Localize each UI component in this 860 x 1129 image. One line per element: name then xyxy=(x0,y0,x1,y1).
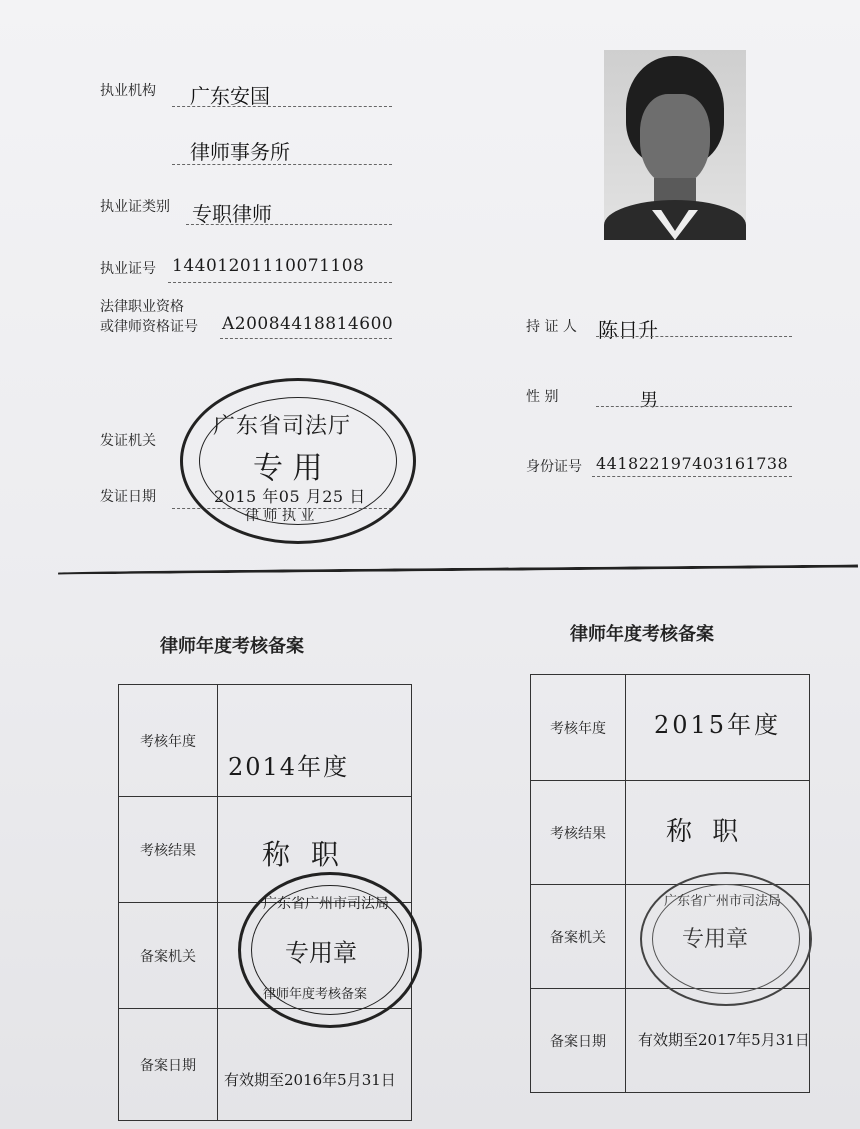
left-year-value-cell xyxy=(218,685,412,797)
left-result-label-cell xyxy=(119,797,218,903)
left-date-label-cell xyxy=(119,1009,218,1121)
right-date-value: 有效期至2017年5月31日 xyxy=(638,1031,810,1049)
cert-type-label: 执业证类别 xyxy=(100,199,170,215)
right-office-label: 备案机关 xyxy=(550,929,606,946)
org-underline xyxy=(172,106,392,107)
id-underline xyxy=(592,476,792,477)
gender-value: 男 xyxy=(640,390,658,411)
org-label: 执业机构 xyxy=(100,83,156,99)
right-record-seal xyxy=(640,872,812,1006)
left-year-label-cell xyxy=(119,685,218,797)
page-fold-divider xyxy=(58,565,858,575)
right-result-value-cell xyxy=(626,781,810,885)
right-seal-top: 广东省广州市司法局 xyxy=(664,894,782,909)
right-year-label-cell xyxy=(531,675,626,781)
holder-photo xyxy=(604,50,746,240)
left-office-label-cell xyxy=(119,903,218,1009)
left-office-label: 备案机关 xyxy=(140,948,196,965)
issuer-label: 发证机关 xyxy=(100,433,156,449)
issue-date-label: 发证日期 xyxy=(100,489,156,505)
holder-value: 陈日升 xyxy=(598,318,658,342)
right-year-value: 2015年度 xyxy=(654,711,782,739)
right-record-title: 律师年度考核备案 xyxy=(570,624,714,645)
cert-no-value: 14401201110071108 xyxy=(172,256,365,276)
qual-label-2: 或律师资格证号 xyxy=(100,319,198,335)
qual-label-1: 法律职业资格 xyxy=(100,299,184,315)
id-label: 身份证号 xyxy=(526,459,582,475)
gender-underline xyxy=(596,406,792,407)
qual-underline xyxy=(220,338,392,339)
left-record-seal xyxy=(238,872,422,1028)
cert-type-underline xyxy=(186,224,392,225)
left-date-label: 备案日期 xyxy=(140,1057,196,1074)
provincial-seal-bottom: 律 师 执 业 xyxy=(245,508,315,524)
right-date-label: 备案日期 xyxy=(550,1033,606,1050)
left-year-label: 考核年度 xyxy=(140,733,196,750)
right-result-value: 称 职 xyxy=(666,817,745,847)
right-date-label-cell xyxy=(531,989,626,1093)
cert-no-label: 执业证号 xyxy=(100,261,156,277)
holder-label: 持 证 人 xyxy=(526,319,577,335)
provincial-seal-center: 专 用 xyxy=(253,451,323,486)
org-underline-2 xyxy=(172,164,392,165)
left-seal-top: 广东省广州市司法局 xyxy=(263,896,389,912)
right-result-label-cell xyxy=(531,781,626,885)
right-result-label: 考核结果 xyxy=(550,825,606,842)
issue-date-value: 2015 年05 月25 日 xyxy=(214,487,366,506)
gender-label: 性 别 xyxy=(526,389,559,405)
provincial-seal xyxy=(180,378,416,544)
qual-value: A20084418814600 xyxy=(222,314,394,334)
left-result-value: 称 职 xyxy=(262,838,345,871)
org-value-line2: 律师事务所 xyxy=(190,140,290,164)
right-year-value-cell xyxy=(626,675,810,781)
right-seal-center: 专用章 xyxy=(682,927,749,952)
left-date-value: 有效期至2016年5月31日 xyxy=(224,1071,396,1089)
id-value: 441822197403161738 xyxy=(596,454,789,473)
left-record-title: 律师年度考核备案 xyxy=(160,636,304,657)
left-result-label: 考核结果 xyxy=(140,842,196,859)
cert-no-underline xyxy=(168,282,392,283)
provincial-seal-top: 广东省司法厅 xyxy=(213,414,352,439)
left-seal-bottom: 律师年度考核备案 xyxy=(263,987,368,1002)
right-office-label-cell xyxy=(531,885,626,989)
left-year-value: 2014年度 xyxy=(228,753,350,781)
right-year-label: 考核年度 xyxy=(550,720,606,737)
left-seal-center: 专用章 xyxy=(285,939,357,967)
holder-underline xyxy=(596,336,792,337)
org-value-line1: 广东安国 xyxy=(190,84,270,108)
cert-type-value: 专职律师 xyxy=(192,202,272,226)
